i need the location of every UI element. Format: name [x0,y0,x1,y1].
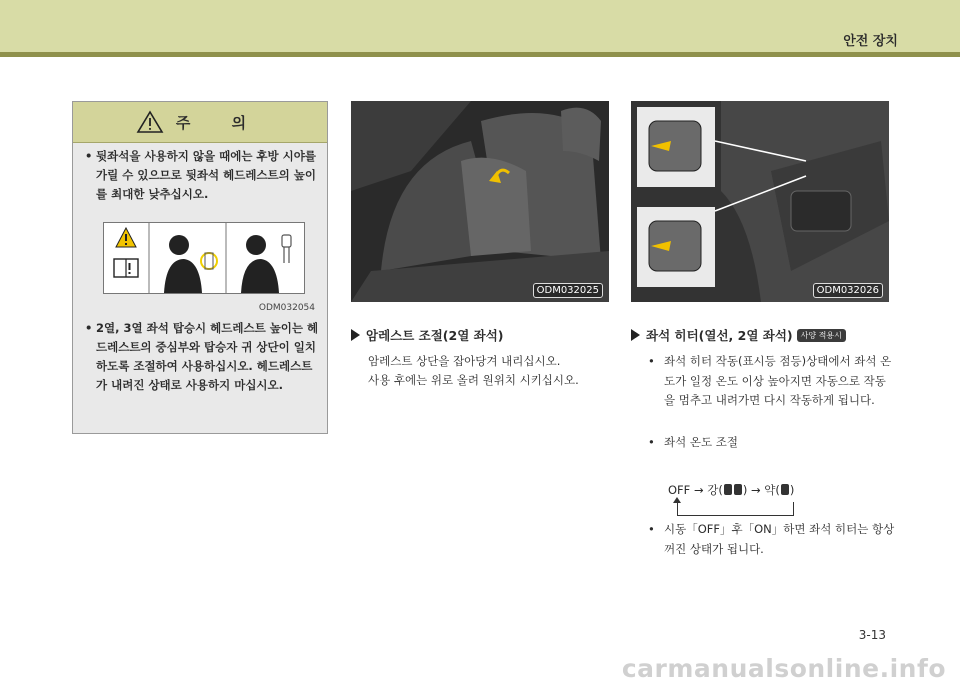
headrest-warning-illustration [103,222,305,294]
armrest-line-1: 암레스트 상단을 잡아당겨 내리십시오. [368,354,561,368]
bullet-arrow-icon [351,329,360,341]
heater-item-1-text: 좌석 히터 작동(표시등 점등)상태에서 좌석 온도가 일정 온도 이상 높아지면 자동으로 작동을 멈추고 내려가면 다시 작동하게 됩니다. [664,354,892,407]
caution-title: 주 의 [175,113,265,132]
caution-bullet-1: • 뒷좌석을 사용하지 않을 때에는 후방 시야를 가릴 수 있으므로 뒷좌석 헤드레스트의 높이를 최대한 낮추십시오. [85,147,321,204]
caution-box [72,101,328,434]
option-badge: 사양 적용시 [797,329,846,342]
indicator-icon [734,484,742,495]
bullet-arrow-icon [631,329,640,341]
heater-item-3-text: 시동「OFF」후「ON」하면 좌석 히터는 항상 꺼진 상태가 됩니다. [664,522,895,556]
illustration-code: ODM032054 [258,303,315,313]
caution-header [73,102,327,143]
caution-bullet-1-text: 뒷좌석을 사용하지 않을 때에는 후방 시야를 가릴 수 있으므로 뒷좌석 헤드레스트의 높이를 최대한 낮추십시오. [96,149,316,201]
heater-item-2-text: 좌석 온도 조절 [664,435,738,449]
indicator-icon [724,484,732,495]
door-panel-switch-image [631,101,889,302]
watermark: carmanualsonline.info [621,654,946,683]
heater-heading: 좌석 히터(열선, 2열 좌석) 사양 적용시 [631,326,846,344]
warning-triangle-icon [136,110,164,134]
armrest-heading: 암레스트 조절(2열 좌석) [351,326,504,344]
heater-item-2: • 좌석 온도 조절 [648,433,896,453]
top-banner [0,0,960,52]
armrest-line-2: 사용 후에는 위로 올려 원위치 시키십시오. [368,373,579,387]
temperature-flow: OFF → 강( ) → 약( ) [668,483,795,497]
caution-bullet-2: • 2열, 3열 좌석 탑승시 헤드레스트 높이는 헤드레스트의 중심부와 탑승자 귀 상단이 일치하도록 조절하여 사용하십시오. 헤드레스트가 내려진 상태로 사용하지 마십시오. [85,319,321,395]
loop-line [677,502,794,516]
heater-item-1: • 좌석 히터 작동(표시등 점등)상태에서 좌석 온도가 일정 온도 이상 높아지면 자동으로 작동을 멈추고 내려가면 다시 작동하게 됩니다. [648,352,896,411]
armrest-photo [351,101,609,302]
photo1-code: ODM032025 [533,283,603,298]
page-number: 3-13 [858,628,886,642]
indicator-icon [781,484,789,495]
photo2-code: ODM032026 [813,283,883,298]
heater-item-3: • 시동「OFF」후「ON」하면 좌석 히터는 항상 꺼진 상태가 됩니다. [648,520,896,559]
banner-divider [0,52,960,57]
caution-bullet-2-text: 2열, 3열 좌석 탑승시 헤드레스트 높이는 헤드레스트의 중심부와 탑승자 귀 상단이 일치하도록 조절하여 사용하십시오. 헤드레스트가 내려진 상태로 사용하지 마십시오. [96,321,319,392]
rear-seat-armrest-image [351,101,609,302]
section-title: 안전 장치 [843,34,898,49]
armrest-text [368,352,598,390]
heater-photo [631,101,889,302]
